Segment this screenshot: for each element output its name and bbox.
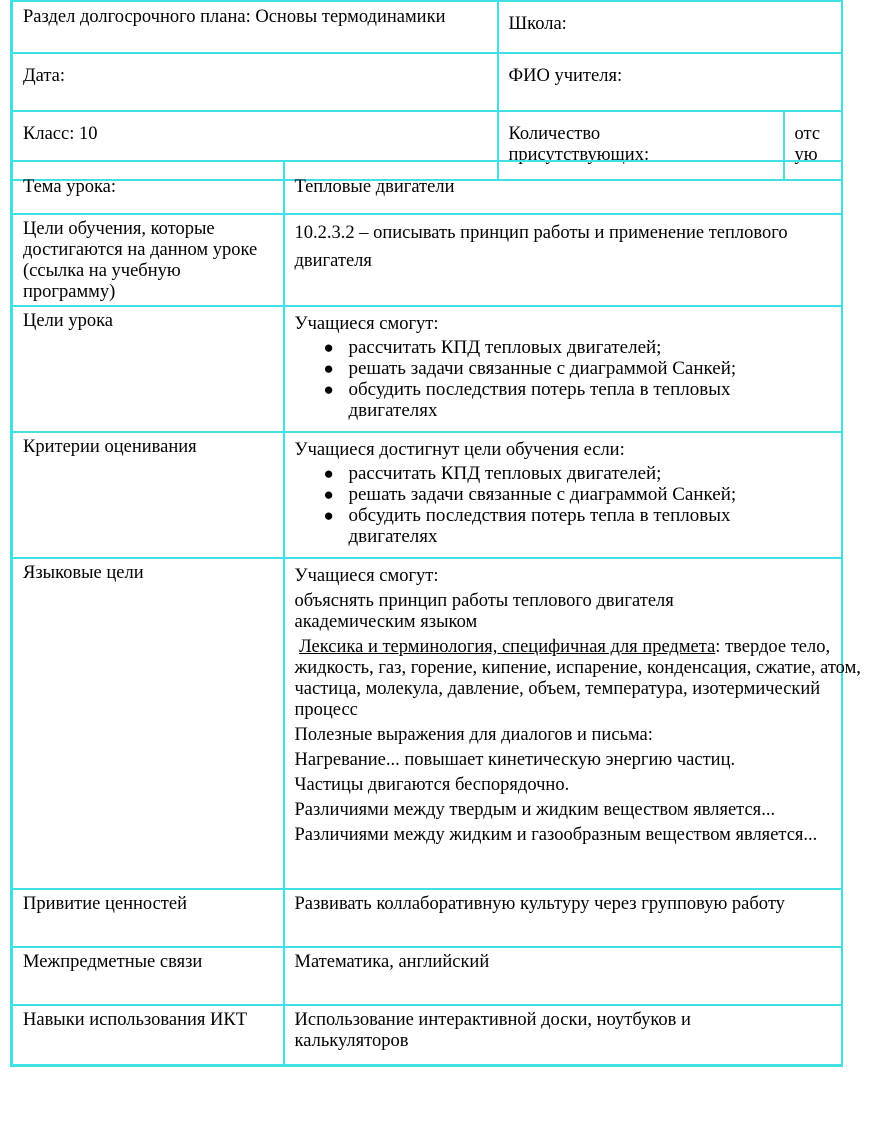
values-value (284, 889, 842, 947)
phrase-3: Различиями между твердым и жидким веществом является... (294, 800, 776, 820)
assessment-criteria-list (295, 463, 831, 547)
bullet-icon: ● (323, 338, 334, 357)
absent-fragment-1: отс (794, 124, 821, 144)
language-objectives-row (12, 558, 842, 889)
phrase-2: Частицы двигаются беспорядочно. (294, 775, 570, 795)
assessment-criteria-row (12, 432, 842, 558)
ict-text: Использование интерактивной доски, ноутбуков и калькуляторов (294, 1010, 691, 1051)
topic-label: Тема урока: (12, 161, 284, 214)
bullet-icon: ● (323, 380, 334, 399)
phrases-heading: Полезные выражения для диалогов и письма: (294, 725, 653, 745)
school-label: Школа: (508, 14, 567, 34)
cross-curricular-value: Математика, английский (284, 947, 842, 1005)
lesson-objectives-intro: Учащиеся смогут: (294, 314, 439, 334)
vocab-heading: Лексика и терминология, специфичная для предмета (299, 637, 716, 657)
lesson-objectives-label: Цели урока (12, 306, 284, 432)
learning-objectives-label: Цели обучения, которые достигаются на данном уроке (ссылка на учебную программу) (12, 214, 284, 306)
cross-curricular-row (12, 947, 842, 1005)
phrase-1: Нагревание... повышает кинетическую энергию частиц. (294, 750, 736, 770)
phrase-4: Различиями между жидким и газообразным веществом является... (294, 825, 818, 845)
bullet-icon: ● (323, 359, 334, 378)
assessment-criteria-label: Критерии оценивания (12, 432, 284, 558)
teacher-cell (498, 53, 842, 111)
plan-table (10, 160, 861, 1067)
topic-row (12, 161, 842, 214)
ict-label-text: Навыки использования ИКТ (23, 1010, 248, 1030)
school-cell (498, 1, 842, 53)
language-objectives-value (284, 558, 861, 889)
lesson-objectives-list (295, 337, 831, 421)
bullet-icon: ● (323, 485, 334, 504)
vocab-list: твердое тело, жидкость, газ, горение, кипение, испарение, конденсация, сжатие, атом, частица, молекула, давление, объем, температура, изотермический процесс (294, 637, 861, 720)
bullet-icon: ● (323, 506, 334, 525)
list-item: ● обсудить последствия потерь тепла в тепловых двигателях (323, 505, 731, 547)
ict-row (12, 1005, 842, 1066)
cross-curricular-label: Межпредметные связи (12, 947, 284, 1005)
ict-value (284, 1005, 842, 1066)
date-label: Дата: (23, 66, 66, 86)
list-item: ● рассчитать КПД тепловых двигателей; (323, 337, 662, 358)
lesson-objectives-value (284, 306, 842, 432)
present-label: Количество присутствующих: (508, 124, 650, 165)
class-label: Класс: 10 (23, 124, 98, 144)
language-objectives-label: Языковые цели (12, 558, 284, 889)
values-row (12, 889, 842, 947)
absent-fragment-2: ую (794, 145, 818, 165)
list-item: ● обсудить последствия потерь тепла в тепловых двигателях (323, 379, 731, 421)
list-item: ● рассчитать КПД тепловых двигателей; (323, 463, 662, 484)
list-item: ● решать задачи связанные с диаграммой Санкей; (323, 484, 737, 505)
section-cell (12, 1, 498, 53)
learning-objectives-text: 10.2.3.2 – описывать принцип работы и применение теплового двигателя (294, 223, 788, 271)
values-label: Привитие ценностей (12, 889, 284, 947)
date-cell (12, 53, 498, 111)
vocab-paragraph: Лексика и терминология, специфичная для предмета: твердое тело, жидкость, газ, горение, кипение, испарение, конденсация, сжатие, атом, частица, молекула, давление, объем, температура, изотермический процесс (294, 637, 861, 720)
section-label: Раздел долгосрочного плана: Основы термодинамики (23, 7, 446, 27)
assessment-criteria-value (284, 432, 842, 558)
teacher-label: ФИО учителя: (508, 66, 623, 86)
topic-value: Тепловые двигатели (284, 161, 842, 214)
learning-objectives-row (12, 214, 842, 306)
header-table (10, 0, 843, 181)
list-item: ● решать задачи связанные с диаграммой Санкей; (323, 358, 737, 379)
language-intro: Учащиеся смогут: (294, 566, 439, 586)
bullet-icon: ● (323, 464, 334, 483)
learning-objectives-value (284, 214, 842, 306)
lesson-objectives-row (12, 306, 842, 432)
assessment-criteria-intro: Учащиеся достигнут цели обучения если: (294, 440, 625, 460)
ict-label (12, 1005, 284, 1066)
values-text: Развивать коллаборативную культуру через групповую работу (294, 894, 785, 914)
language-explain: объяснять принцип работы теплового двигателя академическим языком (294, 591, 674, 632)
